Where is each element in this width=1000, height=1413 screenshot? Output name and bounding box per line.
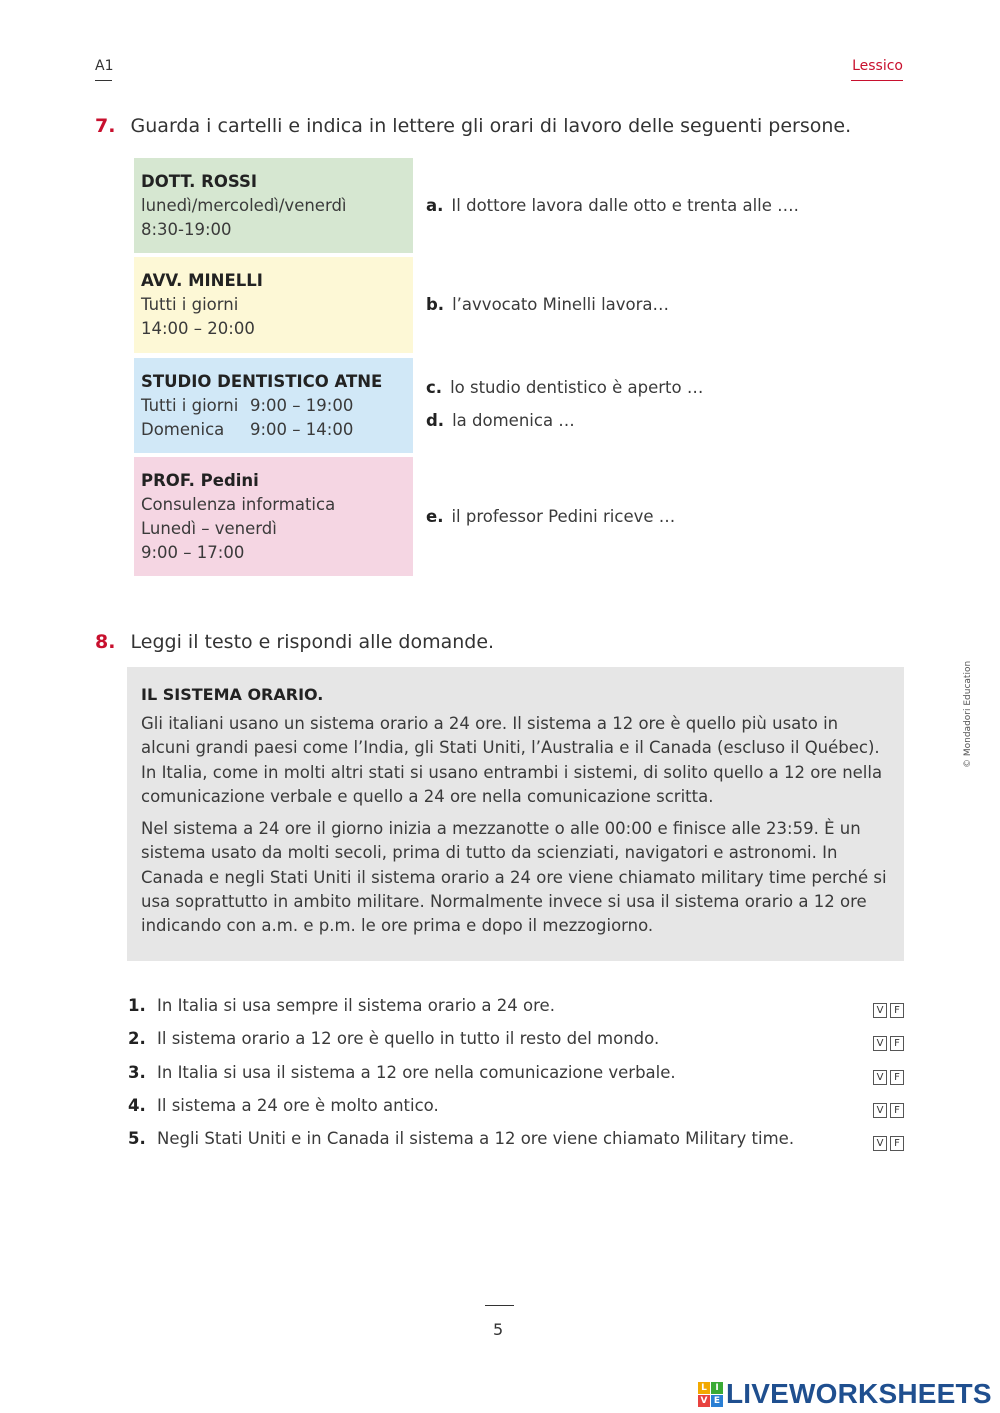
statement-row [128, 1029, 904, 1051]
question-a [426, 196, 799, 215]
statement-text: Negli Stati Uniti e in Canada il sistema a 12 ore viene chiamato Military time. [157, 1129, 795, 1148]
question-e [426, 507, 675, 526]
sign-line: 9:00 – 17:00 [141, 543, 245, 562]
question-b [426, 295, 669, 314]
reading-text-box [127, 667, 904, 961]
false-checkbox[interactable]: F [890, 1070, 904, 1085]
false-checkbox[interactable]: F [890, 1103, 904, 1118]
true-checkbox[interactable]: V [873, 1136, 887, 1151]
sign-time: 9:00 – 19:00 [250, 396, 354, 415]
statement-number: 3. [128, 1063, 146, 1082]
sign-title: AVV. MINELLI [141, 271, 263, 290]
reading-paragraph: Nel sistema a 24 ore il giorno inizia a mezzanotte o alle 00:00 e finisce alle 23:59. È un sistema usato da molti secoli, prima di tutto da scienziati, navigatori e astronomi. In Canada e negli Stati Uniti il sistema orario a 24 ore viene chiamato military time perché si usa soprattutto in ambito militare. Normalmente invece si usa il sistema orario a 12 ore indicando con a.m. e p.m. le ore prima e dopo il mezzogiorno. [141, 819, 887, 936]
true-checkbox[interactable]: V [873, 1003, 887, 1018]
exercise-7-heading [95, 115, 851, 137]
question-letter: b. [426, 295, 445, 314]
brand-name: LIVEWORKSHEETS [726, 1378, 992, 1409]
statement-number: 1. [128, 996, 146, 1015]
logo-tile: E [711, 1395, 723, 1407]
statement-text: Il sistema orario a 12 ore è quello in tutto il resto del mondo. [157, 1029, 660, 1048]
reading-paragraph: Gli italiani usano un sistema orario a 24 ore. Il sistema a 12 ore è quello più usato in alcuni grandi paesi come l’India, gli Stati Uniti, l’Australia e il Canada (escluso il Québec). In Italia, come in molti altri stati si usano entrambi i sistemi, di solito quello a 12 ore nella comunicazione verbale e quello a 24 ore nella comunicazione scritta. [141, 714, 883, 806]
question-c [426, 378, 703, 397]
exercise-number: 8. [95, 631, 116, 653]
sign-schedule-row [141, 418, 406, 442]
section-label: Lessico [852, 58, 903, 74]
sign-day: Domenica [141, 420, 225, 439]
logo-tile: V [698, 1395, 710, 1407]
brand-logo-icon [698, 1382, 723, 1407]
statement-text: Il sistema a 24 ore è molto antico. [157, 1096, 439, 1115]
logo-tile: L [698, 1382, 710, 1394]
section-underline [851, 80, 903, 81]
sign-time: 9:00 – 14:00 [250, 420, 354, 439]
reading-title: IL SISTEMA ORARIO. [141, 685, 324, 704]
brand-logo[interactable] [698, 1378, 992, 1410]
sign-line: lunedì/mercoledì/venerdì [141, 196, 347, 215]
question-letter: a. [426, 196, 444, 215]
statement-number: 2. [128, 1029, 146, 1048]
level-underline [95, 80, 112, 81]
statement-text: In Italia si usa il sistema a 12 ore nella comunicazione verbale. [157, 1063, 676, 1082]
sign-card-minelli [134, 257, 413, 353]
sign-line: Lunedì – venerdì [141, 519, 277, 538]
page-number: 5 [493, 1320, 504, 1339]
sign-day: Tutti i giorni [141, 396, 239, 415]
true-checkbox[interactable]: V [873, 1070, 887, 1085]
sign-card-rossi [134, 158, 413, 253]
question-letter: c. [426, 378, 443, 397]
statement-row [128, 1096, 904, 1118]
exercise-number: 7. [95, 115, 116, 137]
sign-title: PROF. Pedini [141, 471, 259, 490]
false-checkbox[interactable]: F [890, 1036, 904, 1051]
question-text: Il dottore lavora dalle otto e trenta alle …. [451, 196, 799, 215]
sign-line: Tutti i giorni [141, 295, 239, 314]
copyright-note: © Mondadori Education [963, 660, 973, 768]
question-letter: d. [426, 411, 445, 430]
sign-line: 8:30-19:00 [141, 220, 232, 239]
level-label: A1 [95, 58, 114, 74]
question-letter: e. [426, 507, 444, 526]
sign-line: 14:00 – 20:00 [141, 319, 255, 338]
sign-title: STUDIO DENTISTICO ATNE [141, 372, 383, 391]
question-text: la domenica … [452, 411, 575, 430]
statement-row [128, 996, 904, 1018]
sign-line: Consulenza informatica [141, 495, 336, 514]
statement-number: 5. [128, 1129, 146, 1148]
true-checkbox[interactable]: V [873, 1036, 887, 1051]
sign-schedule-row [141, 394, 406, 418]
false-checkbox[interactable]: F [890, 1136, 904, 1151]
question-d [426, 411, 575, 430]
false-checkbox[interactable]: F [890, 1003, 904, 1018]
exercise-instruction: Leggi il testo e rispondi alle domande. [130, 631, 495, 653]
logo-tile: I [711, 1382, 723, 1394]
statement-number: 4. [128, 1096, 146, 1115]
question-text: l’avvocato Minelli lavora… [452, 295, 670, 314]
exercise-8-heading [95, 631, 494, 653]
statement-row [128, 1129, 904, 1151]
question-text: il professor Pedini riceve … [451, 507, 676, 526]
sign-title: DOTT. ROSSI [141, 172, 258, 191]
exercise-instruction: Guarda i cartelli e indica in lettere gli orari di lavoro delle seguenti persone. [130, 115, 852, 137]
question-text: lo studio dentistico è aperto … [450, 378, 704, 397]
sign-card-pedini [134, 457, 413, 576]
statement-row [128, 1063, 904, 1085]
page-number-rule [485, 1305, 514, 1306]
true-checkbox[interactable]: V [873, 1103, 887, 1118]
sign-card-dentist [134, 358, 413, 453]
statement-text: In Italia si usa sempre il sistema orario a 24 ore. [157, 996, 555, 1015]
